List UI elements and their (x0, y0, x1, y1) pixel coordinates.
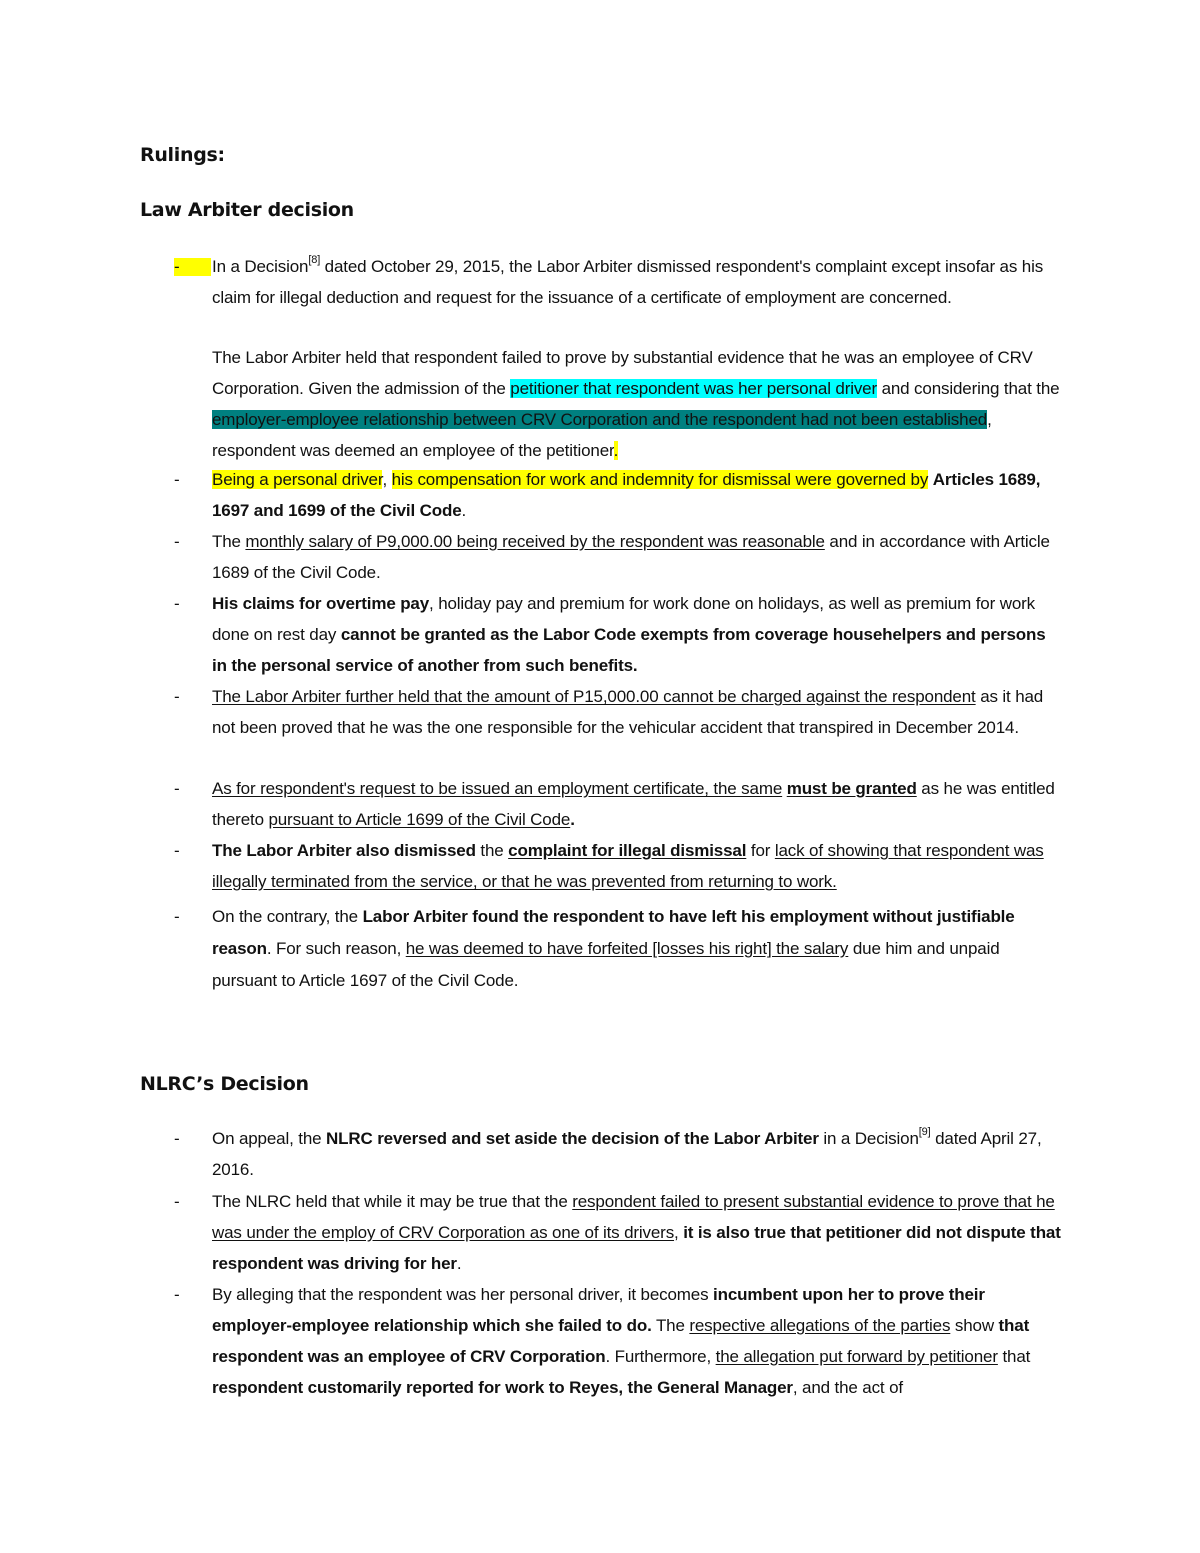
text-run: and in accordance with Article 1689 of the Civil Code. (212, 532, 1050, 582)
footnote-ref: [8] (308, 254, 321, 267)
text-run: . (456, 1254, 462, 1273)
bullet-dash: - (174, 1129, 180, 1148)
text-run: On the contrary, the (212, 907, 363, 926)
underlined-text: respective allegations of the parties (689, 1316, 951, 1335)
paragraph-text (212, 1279, 1064, 1403)
bullet-dash: - (174, 841, 180, 860)
bullet-dash: - (174, 594, 180, 613)
text-run: In a Decision (212, 257, 309, 276)
text-run: The Labor Arbiter held that respondent failed to prove by substantial evidence that he was an employee of CRV Corporation. Given the admission of the (212, 348, 1033, 398)
bold-text: . (570, 810, 575, 829)
paragraph-text (212, 835, 1064, 897)
paragraph-text (212, 526, 1064, 588)
bold-text: incumbent upon her to prove their employer-employee relationship which she failed to do. (212, 1285, 985, 1335)
bold-underlined-text: complaint for illegal dismissal (508, 841, 747, 860)
underlined-text: The Labor Arbiter further held that the amount of P15,000.00 cannot be charged against the respondent (212, 687, 976, 706)
highlight-teal: employer-employee relationship between CRV Corporation and the respondent had not been established (212, 410, 988, 429)
paragraph-text (212, 901, 1064, 997)
bold-text: Articles 1689, 1697 and 1699 of the Civil Code (212, 470, 1041, 520)
paragraph-text (212, 251, 1064, 313)
text-run: , (674, 1223, 684, 1242)
paragraph-text (212, 773, 1064, 835)
bullet-dash: - (174, 907, 180, 926)
bullet-dash: - (174, 470, 180, 489)
text-run: that (997, 1347, 1031, 1366)
bold-text: The Labor Arbiter also dismissed (212, 841, 476, 860)
heading-nlrc-decision: NLRC’s Decision (140, 1073, 309, 1095)
highlight-cyan: petitioner that respondent was her personal driver (510, 379, 877, 398)
highlight-yellow: Being a personal driver (212, 470, 383, 489)
text-run: The (651, 1316, 690, 1335)
bold-text: cannot be granted as the Labor Code exempts from coverage househelpers and persons in the personal service of another from such benefits. (212, 625, 1046, 675)
text-run: as he was entitled thereto (212, 779, 1055, 829)
highlight-yellow: . (613, 441, 619, 460)
bold-text: NLRC reversed and set aside the decision of the Labor Arbiter (326, 1129, 819, 1148)
text-run: as it had not been proved that he was the one responsible for the vehicular accident that transpired in December 2014. (212, 687, 1044, 737)
text-run: and considering that the (877, 379, 1060, 398)
paragraph-text (212, 681, 1064, 743)
bold-text: Labor Arbiter found the respondent to have left his employment without justifiable reason (212, 907, 1015, 958)
bold-text: it is also true that petitioner did not dispute that respondent was driving for her (212, 1223, 1061, 1273)
footnote-ref: [9] (918, 1126, 931, 1139)
bold-text: that respondent was an employee of CRV Corporation (212, 1316, 1030, 1366)
text-run: show (950, 1316, 999, 1335)
bullet-dash: - (174, 687, 180, 706)
paragraph-text (212, 1123, 1064, 1185)
text-run: dated April 27, 2016. (212, 1129, 1042, 1179)
text-run: The (212, 532, 246, 551)
bullet-dash: - (174, 532, 180, 551)
text-run: the (475, 841, 509, 860)
underlined-text: As for respondent's request to be issued an employment certificate, the same (212, 779, 783, 798)
heading-rulings: Rulings: (140, 144, 225, 166)
bold-underlined-text: must be granted (786, 779, 917, 798)
bullet-dash: - (174, 1285, 180, 1304)
paragraph-text (212, 342, 1064, 466)
text-run: , (382, 470, 392, 489)
text-run: , respondent was deemed an employee of the petitioner (212, 410, 992, 460)
highlight-yellow: his compensation for work and indemnity for dismissal were governed by (391, 470, 929, 489)
text-run: , holiday pay and premium for work done on holidays, as well as premium for work done on rest day (212, 594, 1035, 644)
text-run: The NLRC held that while it may be true that the (212, 1192, 573, 1211)
bold-text: His claims for overtime pay (212, 594, 430, 613)
paragraph-text (212, 588, 1064, 681)
text-run: , and the act of (792, 1378, 903, 1397)
paragraph-text (212, 1186, 1064, 1279)
paragraph-text (212, 464, 1064, 526)
underlined-text: the allegation put forward by petitioner (715, 1347, 998, 1366)
text-run: for (746, 841, 775, 860)
bold-text: respondent customarily reported for work to Reyes, the General Manager (212, 1378, 793, 1397)
text-run: . Furthermore, (605, 1347, 716, 1366)
text-run: in a Decision (818, 1129, 919, 1148)
bullet-dash: - (174, 257, 180, 276)
underlined-text: lack of showing that respondent was illegally terminated from the service, or that he was prevented from returning to work. (212, 841, 1044, 891)
text-run: . (461, 501, 467, 520)
text-run: . For such reason, (266, 939, 406, 958)
underlined-text: he was deemed to have forfeited [losses his right] the salary (405, 939, 849, 958)
text-run: By alleging that the respondent was her personal driver, it becomes (212, 1285, 714, 1304)
text-run: On appeal, the (212, 1129, 327, 1148)
underlined-text: pursuant to Article 1699 of the Civil Code (268, 810, 571, 829)
bullet-dash: - (174, 779, 180, 798)
text-run: due him and unpaid pursuant to Article 1697 of the Civil Code. (212, 939, 1000, 990)
text-run: dated October 29, 2015, the Labor Arbiter dismissed respondent's complaint except insofar as his claim for illegal deduction and request for the issuance of a certificate of employment are concerned. (212, 257, 1044, 307)
underlined-text: respondent failed to present substantial evidence to prove that he was under the employ of CRV Corporation as one of its drivers (212, 1192, 1055, 1242)
underlined-text: monthly salary of P9,000.00 being received by the respondent was reasonable (245, 532, 825, 551)
heading-law-arbiter-decision: Law Arbiter decision (140, 199, 354, 221)
bullet-dash: - (174, 1192, 180, 1211)
